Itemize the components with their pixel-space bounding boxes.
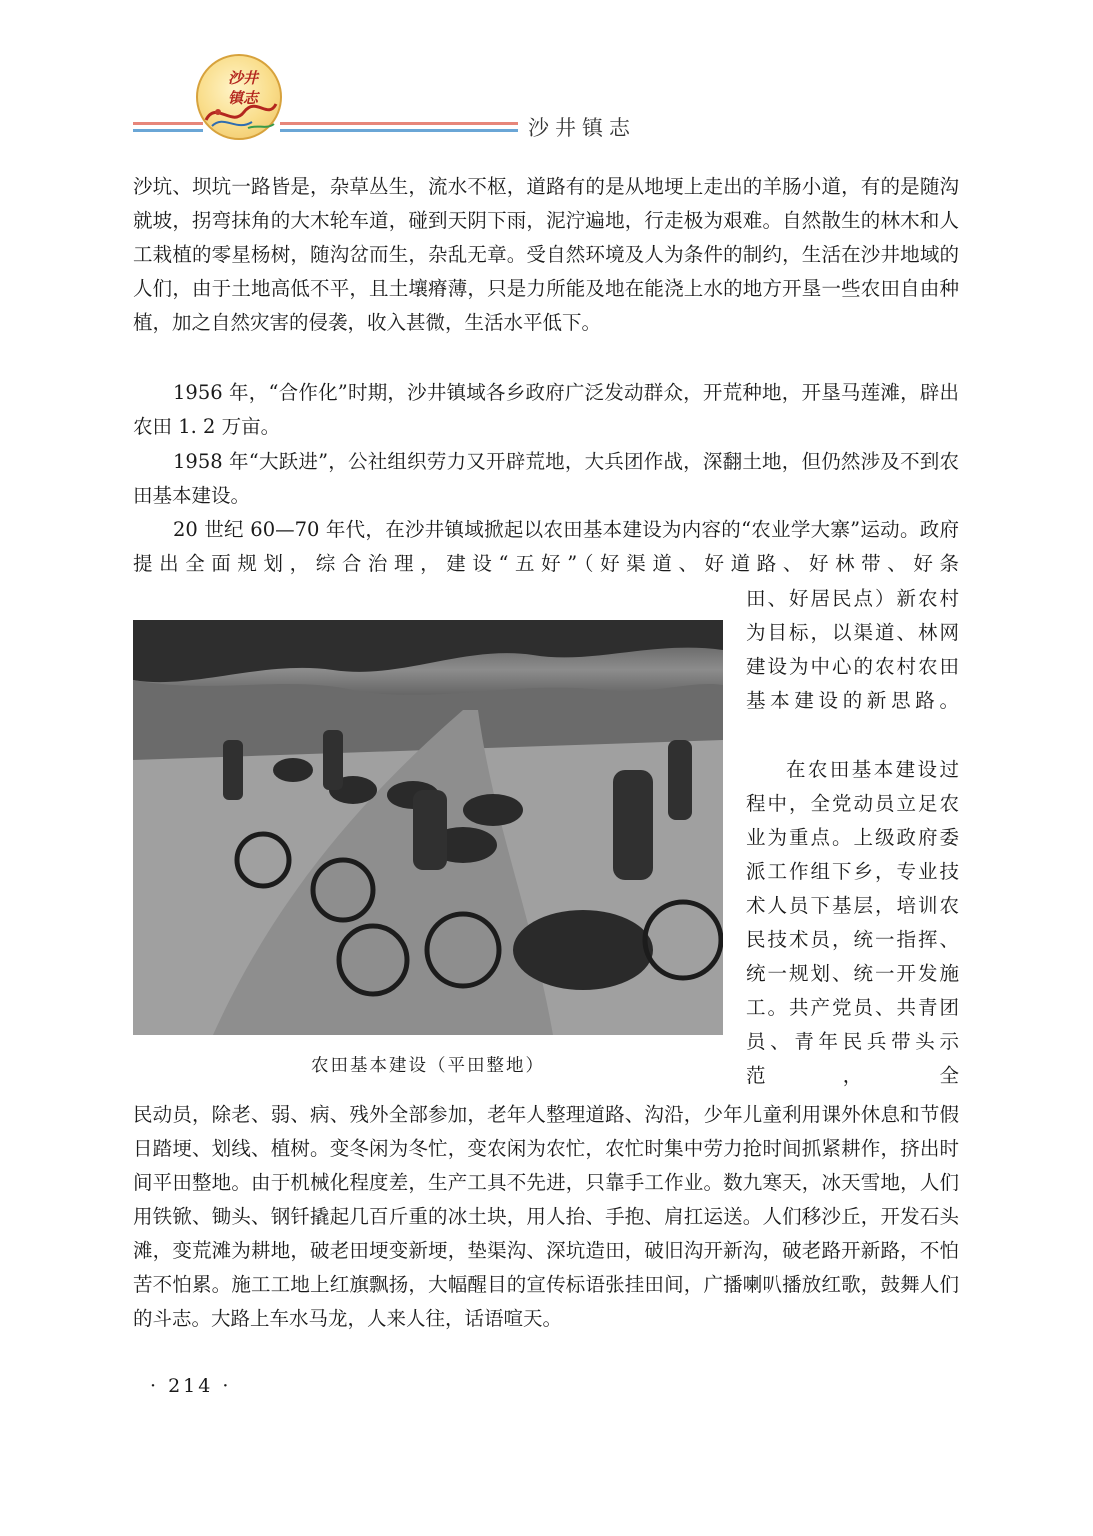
logo-text: 沙井 镇志 bbox=[227, 69, 258, 107]
paragraph-5: 在农田基本建设过程中，全党动员立足农业为重点。上级政府委派工作组下乡，专业技术人员下基层，培训农民技术员，统一指挥、统一规划、统一开发施工。共产党员、共青团员、青年民兵带头示范，全 bbox=[746, 758, 959, 1087]
page-header bbox=[0, 0, 1093, 150]
header-rule-red bbox=[280, 122, 518, 125]
farmland-construction-photo bbox=[133, 620, 723, 1035]
photo-illustration bbox=[133, 620, 723, 1035]
paragraph-4: 20 世纪 60—70 年代，在沙井镇域掀起以农田基本建设为内容的“农业学大寨”运动。政府提出全面规划，综合治理，建设“五好”（好渠道、好道路、好林带、好条 bbox=[133, 518, 959, 575]
paragraph-1: 沙坑、坝坑一路皆是，杂草丛生，流水不枢，道路有的是从地埂上走出的羊肠小道，有的是随沟就坡，拐弯抹角的大木轮车道，碰到天阴下雨，泥泞遍地，行走极为艰难。自然散生的林木和人工栽植的零星杨树，随沟岔而生，杂乱无章。受自然环境及人为条件的制约，生活在沙井地域的人们，由于土地高低不平，且土壤瘠薄，只是力所能及地在能浇上水的地方开垦一些农田自由种植，加之自然灾害的侵袭，收入甚微，生活水平低下。 bbox=[133, 175, 959, 334]
header-rule-red-left bbox=[133, 122, 203, 125]
page-number: · 214 · bbox=[150, 1375, 232, 1397]
running-title: 沙井镇志 bbox=[528, 116, 636, 140]
paragraph-3: 1958 年“大跃进”，公社组织劳力又开辟荒地，大兵团作战，深翻土地，但仍然涉及不到农田基本建设。 bbox=[133, 450, 959, 507]
paragraph-2: 1956 年，“合作化”时期，沙井镇域各乡政府广泛发动群众，开荒种地，开垦马莲滩，辟出农田 1. 2 万亩。 bbox=[133, 381, 959, 438]
header-rule-blue bbox=[280, 129, 518, 132]
paragraph-4-wrap: 田、好居民点）新农村为目标，以渠道、林网建设为中心的农村农田基本建设的新思路。 bbox=[746, 587, 959, 712]
book-logo bbox=[196, 54, 282, 140]
photo-caption: 农田基本建设（平田整地） bbox=[311, 1056, 545, 1076]
paragraph-6: 民动员，除老、弱、病、残外全部参加，老年人整理道路、沟沿，少年儿童利用课外休息和节假日踏埂、划线、植树。变冬闲为冬忙，变农闲为农忙，农忙时集中劳力抢时间抓紧耕作，挤出时间平田整地。由于机械化程度差，生产工具不先进，只靠手工作业。数九寒天，冰天雪地，人们用铁锨、锄头、钢钎撬起几百斤重的冰土块，用人抬、手抱、肩扛运送。人们移沙丘，开发石头滩，变荒滩为耕地，破老田埂变新埂，垫渠沟、深坑造田，破旧沟开新沟，破老路开新路，不怕苦不怕累。施工工地上红旗飘扬，大幅醒目的宣传标语张挂田间，广播喇叭播放红歌，鼓舞人们的斗志。大路上车水马龙，人来人往，话语喧天。 bbox=[133, 1103, 959, 1330]
header-rule-blue-left bbox=[133, 129, 203, 132]
